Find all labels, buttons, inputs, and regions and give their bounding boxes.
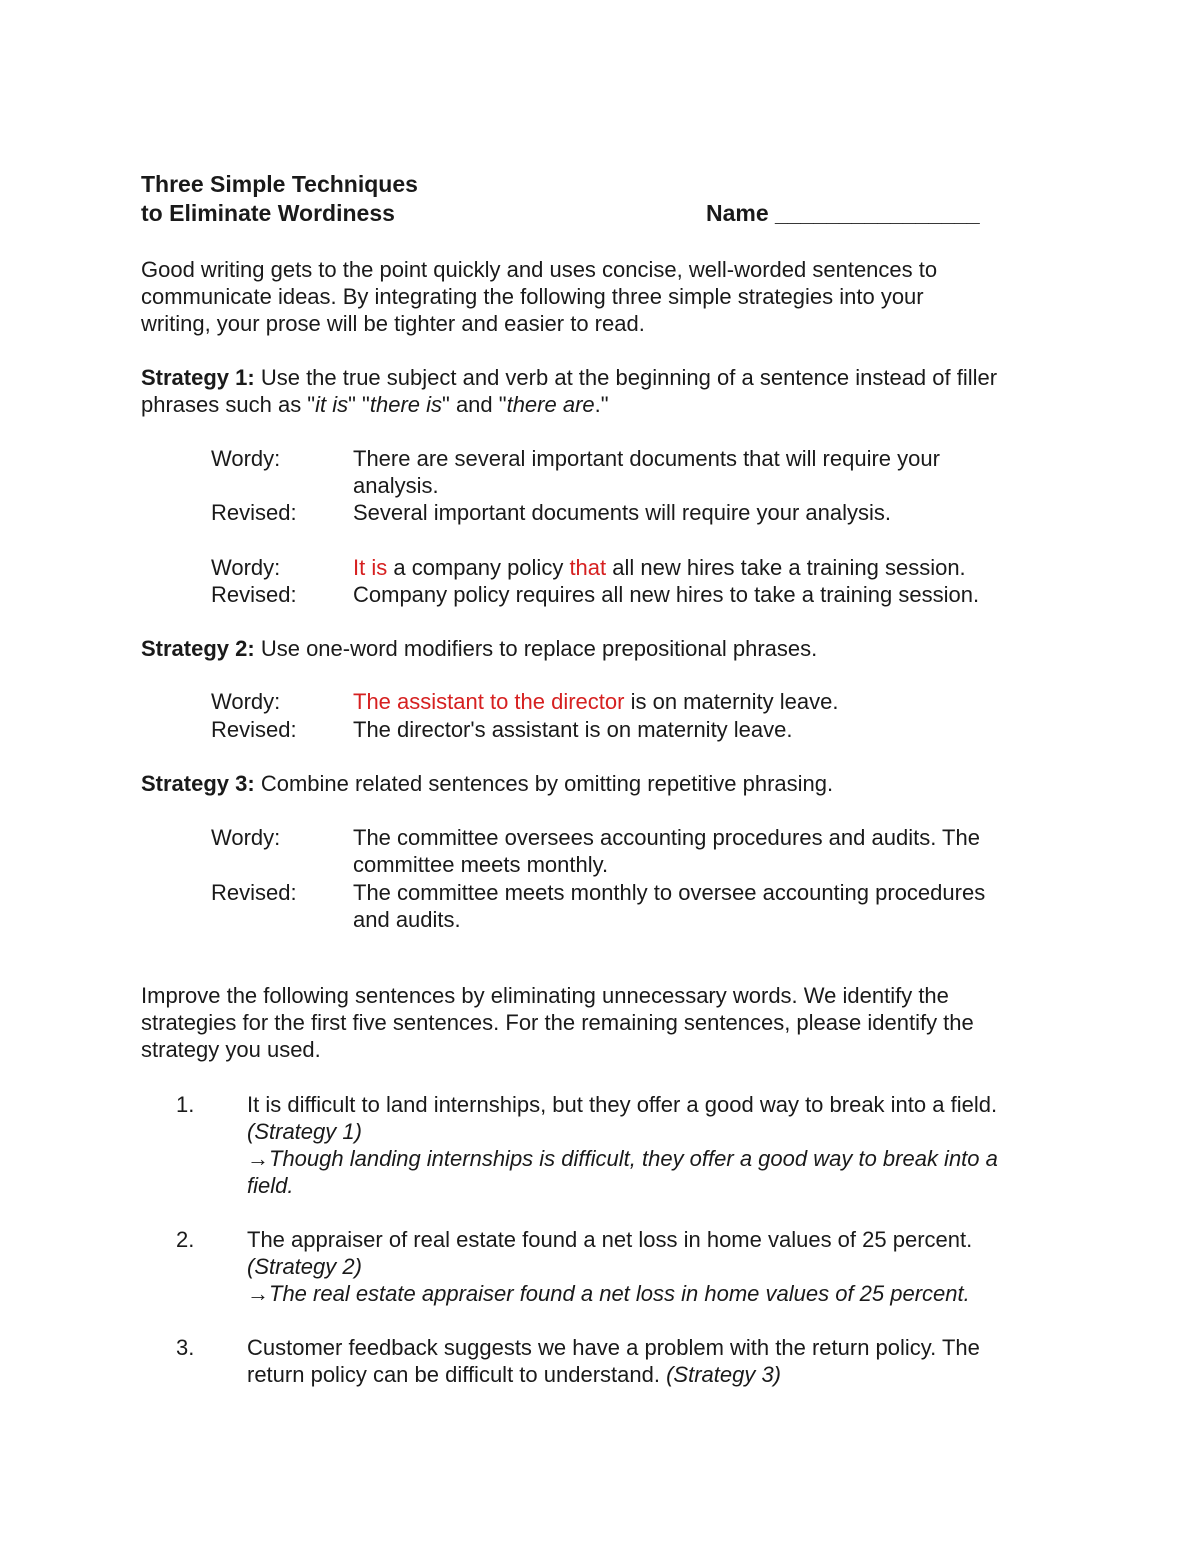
title-line-1: Three Simple Techniques — [141, 171, 418, 197]
revised-label: Revised: — [211, 582, 297, 607]
strategy-2-description — [141, 635, 817, 662]
item-strategy-hint: (Strategy 1) — [247, 1119, 362, 1144]
exercise-instructions — [141, 982, 974, 1063]
example-text: is on maternity leave. — [624, 689, 839, 714]
strategy-3-heading: Strategy 3: — [141, 771, 255, 796]
revised-label: Revised: — [211, 880, 297, 905]
item-sentence: It is difficult to land internships, but they offer a good way to break into a field. — [247, 1092, 998, 1117]
example-line: The committee meets monthly to oversee accounting procedures — [353, 880, 986, 905]
answer-text: field. — [247, 1173, 294, 1198]
highlighted-wordy-phrase: The assistant to the director — [353, 689, 625, 714]
s1-example-2-wordy — [353, 554, 1053, 581]
exercise-item-2 — [247, 1226, 1067, 1307]
instruction-line: strategy you used. — [141, 1037, 321, 1062]
strategy-3-text: Combine related sentences by omitting repetitive phrasing. — [254, 771, 834, 796]
example-line: There are several important documents that will require your — [353, 446, 940, 471]
title-line-2: to Eliminate Wordiness — [141, 200, 395, 226]
example-text: all new hires take a training session. — [606, 555, 966, 580]
s2-example-wordy — [353, 688, 1053, 715]
revised-label: Revised: — [211, 500, 297, 525]
example-line: The committee oversees accounting procedures and audits. The — [353, 825, 980, 850]
strategy-1-description — [141, 364, 997, 418]
wordy-label: Wordy: — [211, 446, 281, 471]
quoted-phrase: there are — [506, 392, 595, 417]
answer-text: Though landing internships is difficult, they offer a good way to break into a — [269, 1146, 998, 1171]
example-line: committee meets monthly. — [353, 852, 609, 877]
intro-line: Good writing gets to the point quickly and uses concise, well-worded sentences to — [141, 257, 938, 282]
exercise-item-1 — [247, 1091, 1067, 1199]
example-text: a company policy — [387, 555, 570, 580]
strategy-3-description — [141, 770, 833, 797]
item-strategy-hint: (Strategy 2) — [247, 1254, 362, 1279]
strategy-1-heading: Strategy 1: — [141, 365, 255, 390]
example-line: and audits. — [353, 907, 461, 932]
item-sentence: return policy can be difficult to understand. — [247, 1362, 667, 1387]
strategy-1-text: " " — [348, 392, 370, 417]
item-strategy-hint: (Strategy 3) — [666, 1362, 782, 1387]
arrow-icon: → — [247, 1281, 269, 1306]
s2-example-revised: The director's assistant is on maternity leave. — [353, 717, 793, 742]
instruction-line: Improve the following sentences by eliminating unnecessary words. We identify the — [141, 983, 949, 1008]
s1-example-1-wordy — [353, 445, 1053, 499]
intro-paragraph — [141, 256, 937, 337]
item-number: 1. — [176, 1092, 195, 1117]
item-sentence: Customer feedback suggests we have a problem with the return policy. The — [247, 1335, 980, 1360]
quoted-phrase: there is — [369, 392, 443, 417]
strategy-1-text: ." — [594, 392, 609, 417]
highlighted-wordy-phrase: that — [569, 555, 607, 580]
strategy-2-heading: Strategy 2: — [141, 636, 255, 661]
arrow-icon: → — [247, 1146, 269, 1171]
exercise-item-3 — [247, 1334, 1067, 1388]
s3-example-wordy — [353, 824, 1053, 878]
intro-line: writing, your prose will be tighter and easier to read. — [141, 311, 645, 336]
item-sentence: The appraiser of real estate found a net loss in home values of 25 percent. — [247, 1227, 973, 1252]
intro-line: communicate ideas. By integrating the following three simple strategies into your — [141, 284, 924, 309]
s3-example-revised — [353, 879, 1053, 933]
s1-example-1-revised: Several important documents will require your analysis. — [353, 500, 892, 525]
revised-label: Revised: — [211, 717, 297, 742]
wordy-label: Wordy: — [211, 555, 281, 580]
strategy-1-text: " and " — [442, 392, 507, 417]
strategy-2-text: Use one-word modifiers to replace prepositional phrases. — [254, 636, 818, 661]
example-line: analysis. — [353, 473, 439, 498]
item-number: 3. — [176, 1335, 195, 1360]
item-number: 2. — [176, 1227, 195, 1252]
item-answer — [247, 1280, 1067, 1307]
quoted-phrase: it is — [315, 392, 349, 417]
highlighted-wordy-phrase: It is — [353, 555, 388, 580]
answer-text: The real estate appraiser found a net loss in home values of 25 percent. — [269, 1281, 970, 1306]
item-answer — [247, 1145, 1067, 1172]
instruction-line: strategies for the first five sentences. For the remaining sentences, please identify the — [141, 1010, 974, 1035]
wordy-label: Wordy: — [211, 825, 281, 850]
s1-example-2-revised: Company policy requires all new hires to take a training session. — [353, 582, 980, 607]
name-field: Name ________________ — [706, 200, 980, 226]
wordy-label: Wordy: — [211, 689, 281, 714]
strategy-1-text: Use the true subject and verb at the beginning of a sentence instead of filler — [254, 365, 998, 390]
strategy-1-text: phrases such as " — [141, 392, 316, 417]
